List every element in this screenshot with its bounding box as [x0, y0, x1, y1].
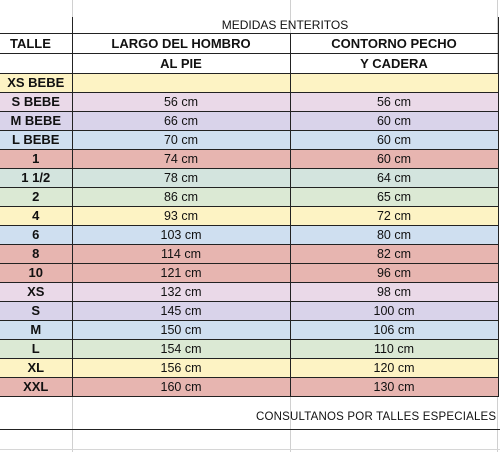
size-cell: L [0, 340, 72, 359]
largo-header-line1: LARGO DEL HOMBRO [72, 34, 290, 54]
size-cell: 6 [0, 226, 72, 245]
chest-hip-cell: 98 cm [290, 283, 498, 302]
table-row [0, 150, 498, 169]
size-cell: 1 1/2 [0, 169, 72, 188]
length-cell: 145 cm [72, 302, 290, 321]
length-cell: 150 cm [72, 321, 290, 340]
table-title: MEDIDAS ENTERITOS [72, 17, 498, 34]
length-cell: 121 cm [72, 264, 290, 283]
table-row [0, 226, 498, 245]
bottom-rule [0, 429, 500, 430]
size-cell: XS [0, 283, 72, 302]
chest-hip-cell: 80 cm [290, 226, 498, 245]
table-row [0, 188, 498, 207]
table-row [0, 321, 498, 340]
table-row [0, 207, 498, 226]
size-cell: 2 [0, 188, 72, 207]
size-cell: XL [0, 359, 72, 378]
size-cell: L BEBE [0, 131, 72, 150]
chest-hip-cell: 60 cm [290, 131, 498, 150]
table-row [0, 112, 498, 131]
size-cell: XS BEBE [0, 74, 72, 93]
table-row [0, 93, 498, 112]
length-cell: 66 cm [72, 112, 290, 131]
chest-hip-cell: 72 cm [290, 207, 498, 226]
chest-hip-cell: 82 cm [290, 245, 498, 264]
largo-header-line2: AL PIE [72, 54, 290, 74]
table-row [0, 340, 498, 359]
table-row [0, 264, 498, 283]
chest-hip-cell: 56 cm [290, 93, 498, 112]
length-cell: 78 cm [72, 169, 290, 188]
length-cell: 154 cm [72, 340, 290, 359]
length-cell: 86 cm [72, 188, 290, 207]
chest-hip-cell: 96 cm [290, 264, 498, 283]
length-cell: 103 cm [72, 226, 290, 245]
talle-header: TALLE [0, 34, 72, 54]
chest-hip-cell: 120 cm [290, 359, 498, 378]
chest-hip-cell: 60 cm [290, 112, 498, 131]
chest-hip-cell: 64 cm [290, 169, 498, 188]
size-cell: XXL [0, 378, 72, 397]
table-row [0, 359, 498, 378]
length-cell: 74 cm [72, 150, 290, 169]
title-spacer [0, 17, 72, 34]
chest-hip-cell [290, 74, 498, 93]
length-cell: 160 cm [72, 378, 290, 397]
table-row [0, 283, 498, 302]
length-cell: 114 cm [72, 245, 290, 264]
table-row [0, 245, 498, 264]
chest-hip-cell: 110 cm [290, 340, 498, 359]
size-cell: 10 [0, 264, 72, 283]
size-cell: S BEBE [0, 93, 72, 112]
table-row [0, 169, 498, 188]
header-row-1 [0, 34, 498, 54]
chest-hip-cell: 60 cm [290, 150, 498, 169]
table-row [0, 74, 498, 93]
title-row [0, 17, 498, 34]
size-cell: S [0, 302, 72, 321]
talle-header-blank [0, 54, 72, 74]
size-cell: 1 [0, 150, 72, 169]
length-cell: 156 cm [72, 359, 290, 378]
contorno-header-line2: Y CADERA [290, 54, 498, 74]
contorno-header-line1: CONTORNO PECHO [290, 34, 498, 54]
chest-hip-cell: 130 cm [290, 378, 498, 397]
length-cell [72, 74, 290, 93]
length-cell: 132 cm [72, 283, 290, 302]
size-cell: 4 [0, 207, 72, 226]
footer-note: CONSULTANOS POR TALLES ESPECIALES [256, 411, 497, 423]
length-cell: 70 cm [72, 131, 290, 150]
chest-hip-cell: 65 cm [290, 188, 498, 207]
length-cell: 93 cm [72, 207, 290, 226]
bottom-gridline [0, 449, 500, 450]
size-cell: M [0, 321, 72, 340]
chest-hip-cell: 100 cm [290, 302, 498, 321]
chest-hip-cell: 106 cm [290, 321, 498, 340]
table-row [0, 378, 498, 397]
size-table [0, 17, 499, 397]
size-cell: 8 [0, 245, 72, 264]
size-cell: M BEBE [0, 112, 72, 131]
table-row [0, 302, 498, 321]
length-cell: 56 cm [72, 93, 290, 112]
header-row-2 [0, 54, 498, 74]
table-row [0, 131, 498, 150]
